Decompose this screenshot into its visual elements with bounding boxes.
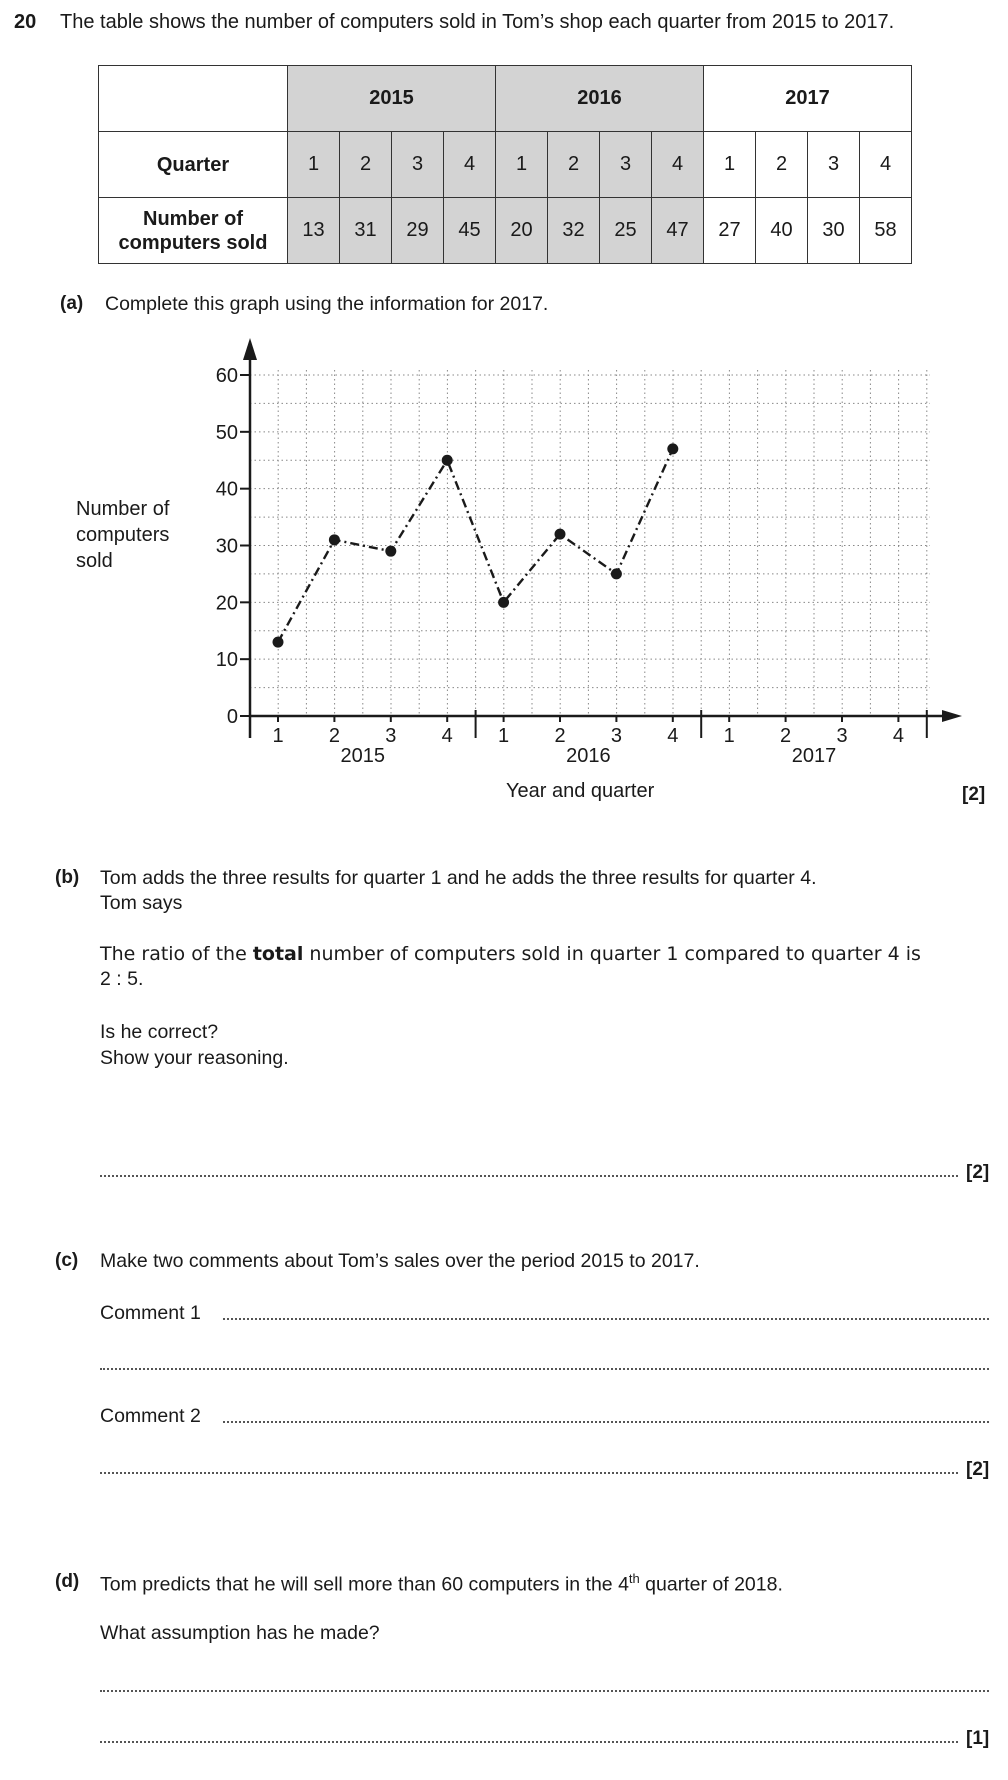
data-point — [555, 529, 566, 540]
y-axis-ticks — [216, 365, 250, 728]
value-cell: 31 — [340, 198, 392, 264]
graph-axes — [243, 338, 962, 738]
part-b-line2: Tom says — [100, 892, 183, 914]
comment1-line2[interactable] — [100, 1368, 989, 1370]
quarter-cell: 1 — [496, 132, 548, 198]
value-cell: 40 — [756, 198, 808, 264]
y-tick-label: 50 — [215, 421, 238, 444]
comment2-line1[interactable] — [223, 1421, 989, 1423]
data-point — [611, 568, 622, 579]
data-point — [442, 455, 453, 466]
quarter-cell: 2 — [756, 132, 808, 198]
x-quarter-label: 3 — [836, 725, 848, 747]
x-quarter-label: 1 — [498, 725, 510, 747]
quarter-row-label: Quarter — [99, 132, 288, 198]
y-tick-label: 0 — [226, 706, 238, 728]
part-d-text — [100, 1571, 783, 1597]
part-c-marks: [2] — [966, 1459, 990, 1480]
year-header-2015: 2015 — [288, 66, 496, 132]
part-d-sup: th — [628, 1571, 640, 1586]
part-b-marks: [2] — [966, 1162, 990, 1183]
quote-pre: The ratio of the — [100, 943, 253, 965]
y-axis-arrow-icon — [243, 338, 257, 360]
x-quarter-label: 3 — [385, 725, 397, 747]
quarter-cell: 2 — [340, 132, 392, 198]
x-axis-label: Year and quarter — [506, 780, 655, 802]
tom-quote — [100, 943, 921, 965]
value-cell: 29 — [392, 198, 444, 264]
x-quarter-label: 3 — [610, 725, 622, 747]
quarter-cell: 4 — [652, 132, 704, 198]
answer-line-d2[interactable] — [100, 1741, 958, 1743]
x-quarter-label: 1 — [723, 725, 735, 747]
part-d-question: What assumption has he made? — [100, 1622, 380, 1644]
quote-post: number of computers sold in quarter 1 compared to quarter 4 is — [303, 943, 921, 965]
value-cell: 27 — [704, 198, 756, 264]
sold-label-line1: Number of — [143, 207, 243, 230]
quarter-cell: 3 — [392, 132, 444, 198]
part-b-q2: Show your reasoning. — [100, 1047, 289, 1069]
comment1-line1[interactable] — [223, 1318, 989, 1320]
x-axis-arrow-icon — [942, 710, 962, 722]
sold-label-line2: computers sold — [118, 231, 268, 254]
part-a-marks: [2] — [962, 784, 986, 805]
value-cell: 20 — [496, 198, 548, 264]
x-quarter-label: 4 — [892, 725, 904, 747]
answer-line-d1[interactable] — [100, 1690, 989, 1692]
line-graph — [0, 0, 1008, 840]
quarter-cell: 1 — [704, 132, 756, 198]
part-b-q1: Is he correct? — [100, 1021, 219, 1043]
quote-bold: total — [252, 943, 304, 965]
y-axis-label-line3: sold — [76, 550, 113, 572]
part-c-label: (c) — [55, 1250, 79, 1271]
quarter-cell: 4 — [860, 132, 912, 198]
part-a-text: Complete this graph using the information for 2017. — [105, 293, 549, 315]
value-cell: 30 — [808, 198, 860, 264]
y-axis-label — [76, 496, 169, 574]
part-d-text-pre: Tom predicts that he will sell more than 60 computers in the 4 — [100, 1573, 629, 1596]
question-number: 20 — [14, 11, 37, 33]
part-c-text: Make two comments about Tom’s sales over the period 2015 to 2017. — [100, 1250, 700, 1272]
data-point — [329, 534, 340, 545]
comment1-label: Comment 1 — [100, 1302, 201, 1324]
y-axis-label-line1: Number of — [76, 498, 170, 520]
y-tick-label: 20 — [215, 592, 238, 615]
quarter-cell: 4 — [444, 132, 496, 198]
value-cell: 13 — [288, 198, 340, 264]
year-header-2017: 2017 — [704, 66, 912, 132]
x-axis-ticks — [250, 710, 927, 767]
x-quarter-label: 4 — [441, 725, 453, 747]
y-tick-label: 30 — [215, 535, 238, 558]
part-d-marks: [1] — [966, 1728, 990, 1749]
x-year-label: 2015 — [340, 745, 386, 767]
comment2-line2[interactable] — [100, 1472, 958, 1474]
y-tick-label: 40 — [215, 478, 238, 501]
part-b-line1: Tom adds the three results for quarter 1 and he adds the three results for quarter 4. — [100, 867, 817, 889]
quarter-cell: 3 — [808, 132, 860, 198]
question-intro: The table shows the number of computers sold in Tom’s shop each quarter from 2015 to 2017. — [60, 11, 895, 33]
value-cell: 58 — [860, 198, 912, 264]
part-d-label: (d) — [55, 1571, 80, 1592]
part-b-label: (b) — [55, 867, 80, 888]
quarter-cell: 2 — [548, 132, 600, 198]
x-quarter-label: 2 — [328, 725, 340, 747]
x-quarter-label: 2 — [780, 725, 792, 747]
x-quarter-label: 1 — [272, 725, 284, 747]
x-quarter-label: 4 — [667, 725, 679, 747]
y-axis-label-line2: computers — [76, 524, 170, 546]
comment2-label: Comment 2 — [100, 1405, 201, 1427]
answer-line-b[interactable] — [100, 1175, 958, 1177]
x-year-label: 2017 — [791, 745, 837, 767]
quote-ratio: 2 : 5. — [100, 968, 144, 990]
data-point — [273, 637, 284, 648]
value-cell: 45 — [444, 198, 496, 264]
x-year-label: 2016 — [566, 745, 611, 767]
y-tick-label: 10 — [215, 649, 238, 672]
value-cell: 47 — [652, 198, 704, 264]
part-d-text-post: quarter of 2018. — [639, 1573, 783, 1596]
value-cell: 32 — [548, 198, 600, 264]
x-quarter-label: 2 — [554, 725, 566, 747]
value-cell: 25 — [600, 198, 652, 264]
data-point — [498, 597, 509, 608]
part-a-label: (a) — [60, 293, 84, 314]
data-point — [385, 546, 396, 557]
y-tick-label: 60 — [215, 365, 238, 387]
year-header-2016: 2016 — [496, 66, 704, 132]
quarter-cell: 3 — [600, 132, 652, 198]
data-point — [667, 443, 678, 454]
quarter-cell: 1 — [288, 132, 340, 198]
